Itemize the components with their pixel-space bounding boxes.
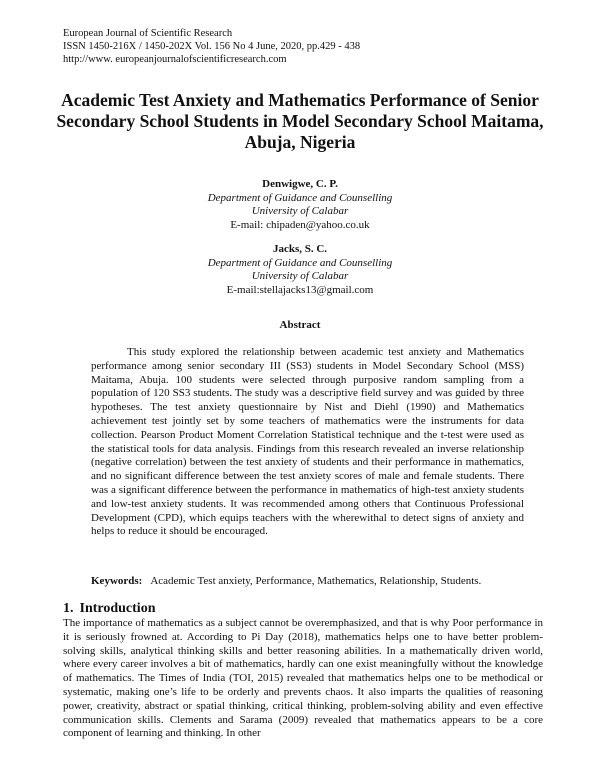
keywords-line — [91, 575, 481, 587]
author-university: University of Calabar — [251, 205, 349, 217]
author-email: E-mail: chipaden@yahoo.co.uk — [230, 218, 370, 231]
keywords-text: Academic Test anxiety, Performance, Mathematics, Relationship, Students. — [150, 575, 482, 587]
keywords-label: Keywords: — [91, 575, 143, 587]
journal-url: http://www. europeanjournalofscientificresearch.com — [63, 54, 287, 65]
section-title: Introduction — [79, 601, 156, 616]
paper-title: Academic Test Anxiety and Mathematics Performance of Senior Secondary School Students in Model Secondary School Maitama, Abuja, Nigeria — [56, 90, 544, 152]
journal-header — [63, 27, 360, 66]
author-name: Jacks, S. C. — [272, 243, 328, 255]
abstract-text: This study explored the relationship between academic test anxiety and Mathematics performance among senior secondary III (SS3) students in Model Secondary School (MSS) Maitama, Abuja. 100 students were selected through purposive random sampling from a population of 120 SS3 students. The study was a descriptive field survey and was guided by three hypotheses. The test anxiety questionnaire by Nist and Diehl (1990) and Mathematics achievement test jointly set by some teachers of mathematics were the instruments for data collection. Pearson Product Moment Correlation Statistical technique and the t-test were used as the statistical tools for data analysis. Findings from this research revealed an inverse relationship (negative correlation) between the test anxiety of students and their performance in mathematics, and no significant difference between the test anxiety scores of male and female students. There was a significant difference between the performance in mathematics of high-test anxiety students and low-test anxiety students. It was recommended among others that Continuous Professional Development (CPD), which equips teachers with the wherewithal to detect signs of anxiety and helps to reduce it should be encouraged. — [91, 346, 524, 538]
author-email: E-mail:stellajacks13@gmail.com — [226, 283, 374, 296]
introduction-text: The importance of mathematics as a subject cannot be overemphasized, and that is why Poor performance in it is seriously frowned at. According to Pi Day (2018), mathematics helps one to have better problem-solving skills, analytical thinking skills and better reasoning abilities. In a mathematically driven world, where every career involves a bit of mathematics, hardly can one exist meaningfully without the knowledge of mathematics. The Times of India (TOI, 2015) revealed that mathematics helps one to be methodical or systematic, making one’s life to be orderly and prevents chaos. It also imparts the qualities of reasoning power, creativity, abstract or spatial thinking, critical thinking, problem-solving ability and even effective communication skills. Clements and Sarama (2009) revealed that mathematics appears to be a core component of learning and thinking. In other — [63, 617, 543, 740]
journal-issn: ISSN 1450-216X / 1450-202X Vol. 156 No 4 June, 2020, pp.429 - 438 — [63, 41, 361, 52]
author-name: Denwigwe, C. P. — [262, 178, 338, 190]
author-department: Department of Guidance and Counselling — [207, 191, 393, 204]
author-block-2 — [60, 243, 540, 297]
section-number: 1. — [63, 601, 74, 616]
journal-name: European Journal of Scientific Research — [63, 28, 233, 39]
section-heading — [63, 601, 155, 617]
author-block-1 — [60, 178, 540, 232]
author-university: University of Calabar — [251, 270, 349, 282]
author-department: Department of Guidance and Counselling — [207, 256, 393, 269]
abstract-heading: Abstract — [279, 319, 321, 331]
